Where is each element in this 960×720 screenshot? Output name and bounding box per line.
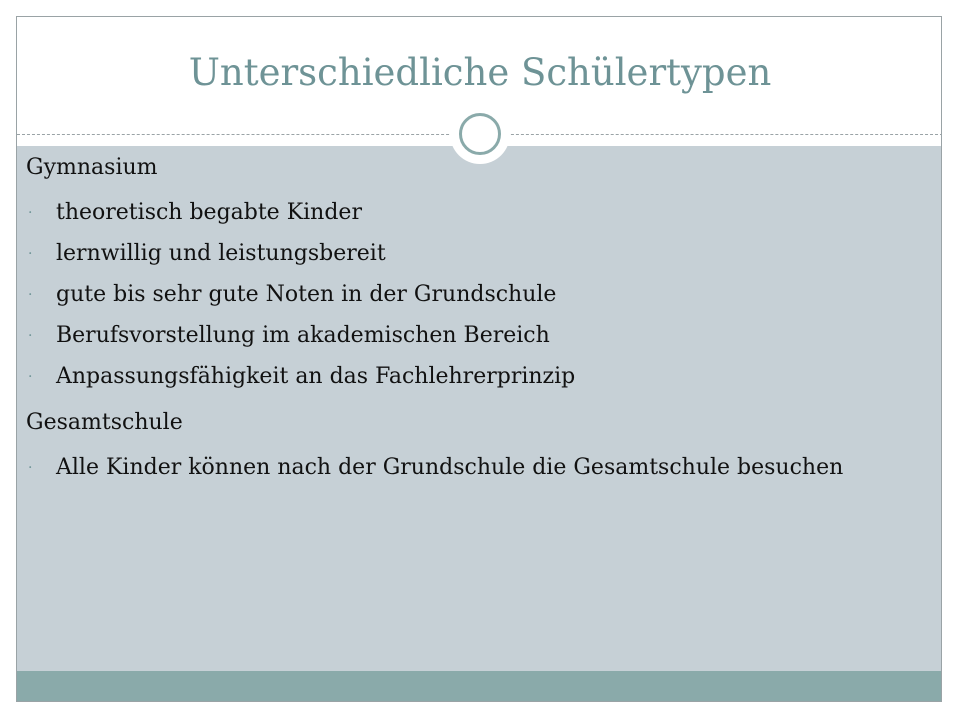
bullet-text: Anpassungsfähigkeit an das Fachlehrerprinzip [56,364,576,389]
bullet-list-gymnasium [26,199,906,391]
bullet-list-gesamtschule [26,454,906,482]
section-heading-gesamtschule: Gesamtschule [26,410,183,435]
bullet-item [26,454,906,482]
bullet-text: Alle Kinder können nach der Grundschule die Gesamtschule besuchen [56,455,844,480]
bullet-text: Berufsvorstellung im akademischen Bereich [56,323,550,348]
bullet-dot-icon: · [28,369,33,385]
bullet-text: theoretisch begabte Kinder [56,200,362,225]
bullet-dot-icon: · [28,328,33,344]
bullet-dot-icon: · [28,246,33,262]
bullet-text: lernwillig und leistungsbereit [56,241,386,266]
bullet-item [26,240,906,268]
slide-title: Unterschiedliche Schülertypen [188,51,772,94]
footer-bar [17,671,942,702]
bullet-dot-icon: · [28,460,33,476]
section-spacer [26,391,906,405]
bullet-item [26,363,906,391]
bullet-item [26,322,906,350]
bullet-item [26,281,906,309]
ring-icon [459,113,501,155]
bullet-dot-icon: · [28,205,33,221]
bullet-dot-icon: · [28,287,33,303]
section-heading-gymnasium: Gymnasium [26,155,158,180]
bullet-text: gute bis sehr gute Noten in der Grundschule [56,282,557,307]
bullet-item [26,199,906,227]
slide-content [26,150,906,482]
